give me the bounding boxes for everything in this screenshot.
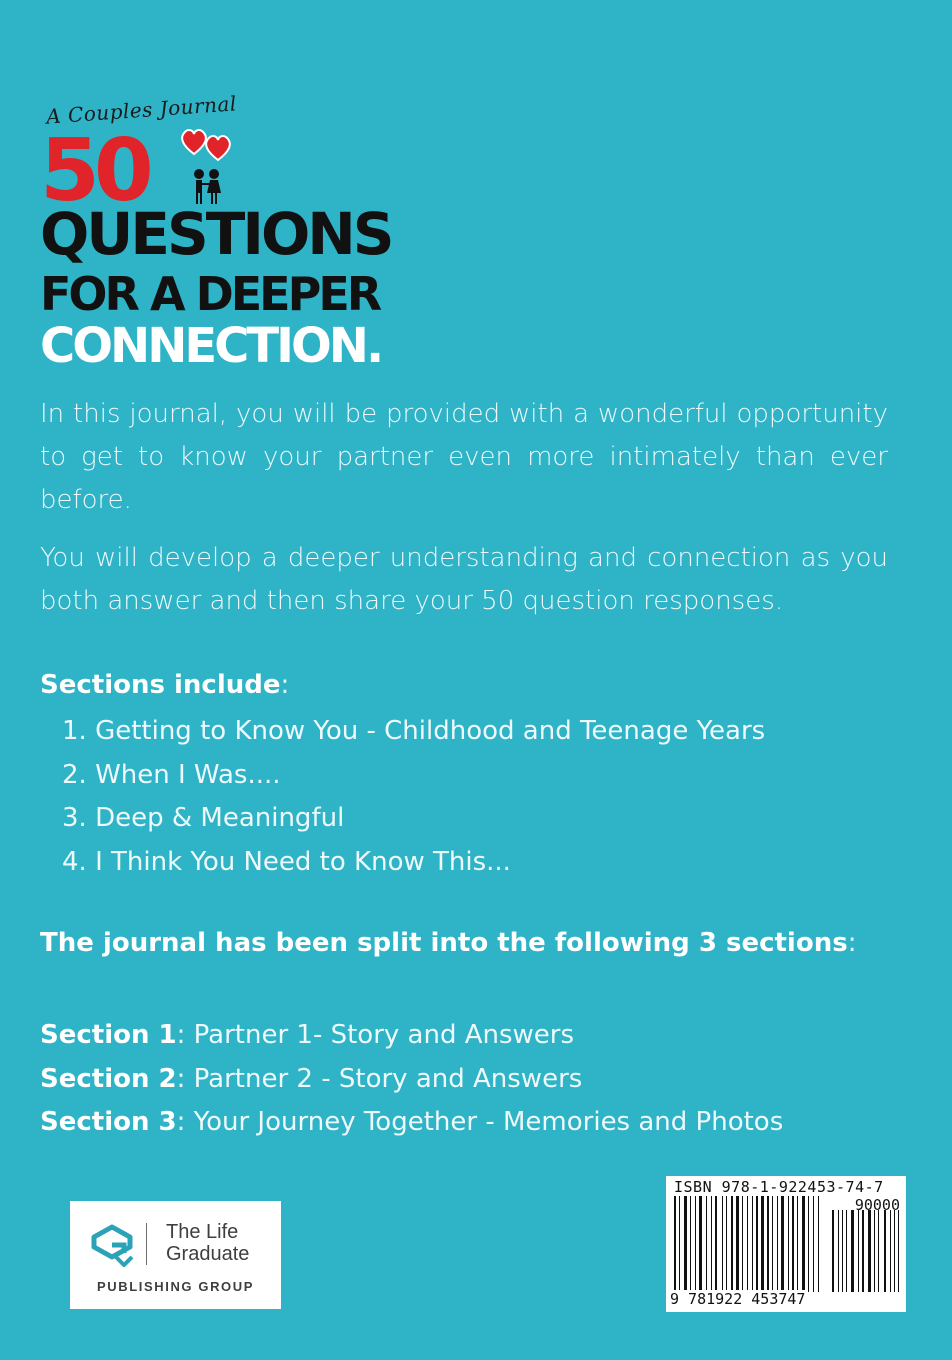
barcode-bar <box>792 1196 794 1292</box>
barcode-bar <box>788 1196 789 1292</box>
barcode-bar <box>684 1196 687 1292</box>
barcode-bar <box>726 1196 727 1292</box>
publisher-name-line1: The Life <box>166 1221 239 1243</box>
title-questions: QUESTIONS <box>40 200 392 268</box>
list-item: 3. Deep & Meaningful <box>62 803 345 833</box>
barcode-bar <box>674 1196 676 1292</box>
sections-heading-label: Sections include <box>40 670 281 700</box>
barcode-bar <box>695 1196 696 1292</box>
barcode <box>666 1176 906 1312</box>
section-label: Section 2 <box>40 1063 177 1094</box>
barcode-addon-bar <box>846 1210 847 1292</box>
section-line-3 <box>40 1101 783 1145</box>
split-sections <box>40 1014 783 1145</box>
barcode-bar <box>777 1196 778 1292</box>
split-heading <box>40 928 856 958</box>
barcode-bar <box>818 1196 819 1292</box>
barcode-addon-bar <box>890 1210 891 1292</box>
script-subtitle: A Couples Journal <box>45 91 238 129</box>
understanding-paragraph: You will develop a deeper understanding and connection as you both answer and then share your 50 question responses. <box>40 543 888 616</box>
barcode-bar <box>767 1196 769 1292</box>
barcode-addon-bar <box>898 1210 899 1292</box>
section-text: : Partner 1- Story and Answers <box>176 1020 575 1050</box>
sections-heading-colon: : <box>280 670 290 700</box>
section-label: Section 3 <box>40 1107 177 1137</box>
barcode-bar <box>742 1196 743 1292</box>
price-code: 90000 <box>854 1196 900 1214</box>
barcode-addon-bar <box>858 1210 859 1292</box>
section-line-1 <box>40 1014 783 1058</box>
barcode-bar <box>747 1196 748 1292</box>
hearts-icon <box>180 124 236 164</box>
list-item: 4. I Think You Need to Know This... <box>62 846 511 877</box>
barcode-bar <box>699 1196 702 1292</box>
barcode-bar <box>731 1196 733 1292</box>
title-number: 50 <box>40 121 148 221</box>
barcode-addon-bar <box>842 1210 843 1292</box>
barcode-bar <box>797 1196 798 1292</box>
barcode-addon-bar <box>878 1210 879 1292</box>
barcode-bar <box>715 1196 717 1292</box>
barcode-bar <box>781 1196 784 1292</box>
barcode-bar <box>802 1196 805 1292</box>
barcode-bar <box>752 1196 753 1292</box>
logo-divider <box>146 1223 147 1265</box>
sections-heading <box>40 670 289 700</box>
intro-paragraph: In this journal, you will be provided with a wonderful opportunity to get to know your partner even more intimately than ever before. <box>40 399 888 515</box>
isbn-text: ISBN 978-1-922453-74-7 <box>674 1178 884 1196</box>
barcode-addon-bar <box>868 1210 871 1292</box>
barcode-bar <box>736 1196 739 1292</box>
publisher-name <box>166 1221 249 1265</box>
ean-digits: 9 781922 453747 <box>670 1290 806 1308</box>
publisher-name-line2: Graduate <box>166 1243 250 1265</box>
title-connection: CONNECTION. <box>40 318 382 374</box>
sections-list <box>62 710 765 884</box>
section-label: Section 1 <box>40 1020 177 1050</box>
barcode-bar <box>706 1196 707 1292</box>
split-heading-label: The journal has been split into the following 3 sections <box>40 928 848 958</box>
title-for-a-deeper: FOR A DEEPER <box>40 267 380 321</box>
publishing-group-label: PUBLISHING GROUP <box>96 1279 255 1294</box>
section-line-2 <box>40 1058 783 1102</box>
g-arrow-logo-icon <box>90 1223 134 1267</box>
barcode-addon-bar <box>832 1210 834 1292</box>
barcode-addon-bar <box>851 1210 854 1292</box>
list-item: 2. When I Was.... <box>62 759 281 790</box>
section-text: : Partner 2 - Story and Answers <box>176 1063 583 1094</box>
barcode-bar <box>772 1196 773 1292</box>
barcode-bar <box>679 1196 680 1292</box>
barcode-bar <box>690 1196 691 1292</box>
barcode-addon-bar <box>862 1210 864 1292</box>
barcode-bar <box>808 1196 809 1292</box>
barcode-addon-bar <box>894 1210 895 1292</box>
list-item: 1. Getting to Know You - Childhood and Teenage Years <box>62 716 766 746</box>
publisher-logo <box>70 1201 281 1309</box>
barcode-addon-bar <box>874 1210 875 1292</box>
barcode-bar <box>722 1196 723 1292</box>
barcode-bar <box>813 1196 814 1292</box>
barcode-bar <box>761 1196 764 1292</box>
barcode-bar <box>756 1196 758 1292</box>
barcode-bar <box>711 1196 712 1292</box>
barcode-addon-bar <box>884 1210 886 1292</box>
barcode-addon-bar <box>838 1210 839 1292</box>
split-heading-colon: : <box>847 928 857 958</box>
section-text: : Your Journey Together - Memories and Photos <box>176 1107 784 1137</box>
